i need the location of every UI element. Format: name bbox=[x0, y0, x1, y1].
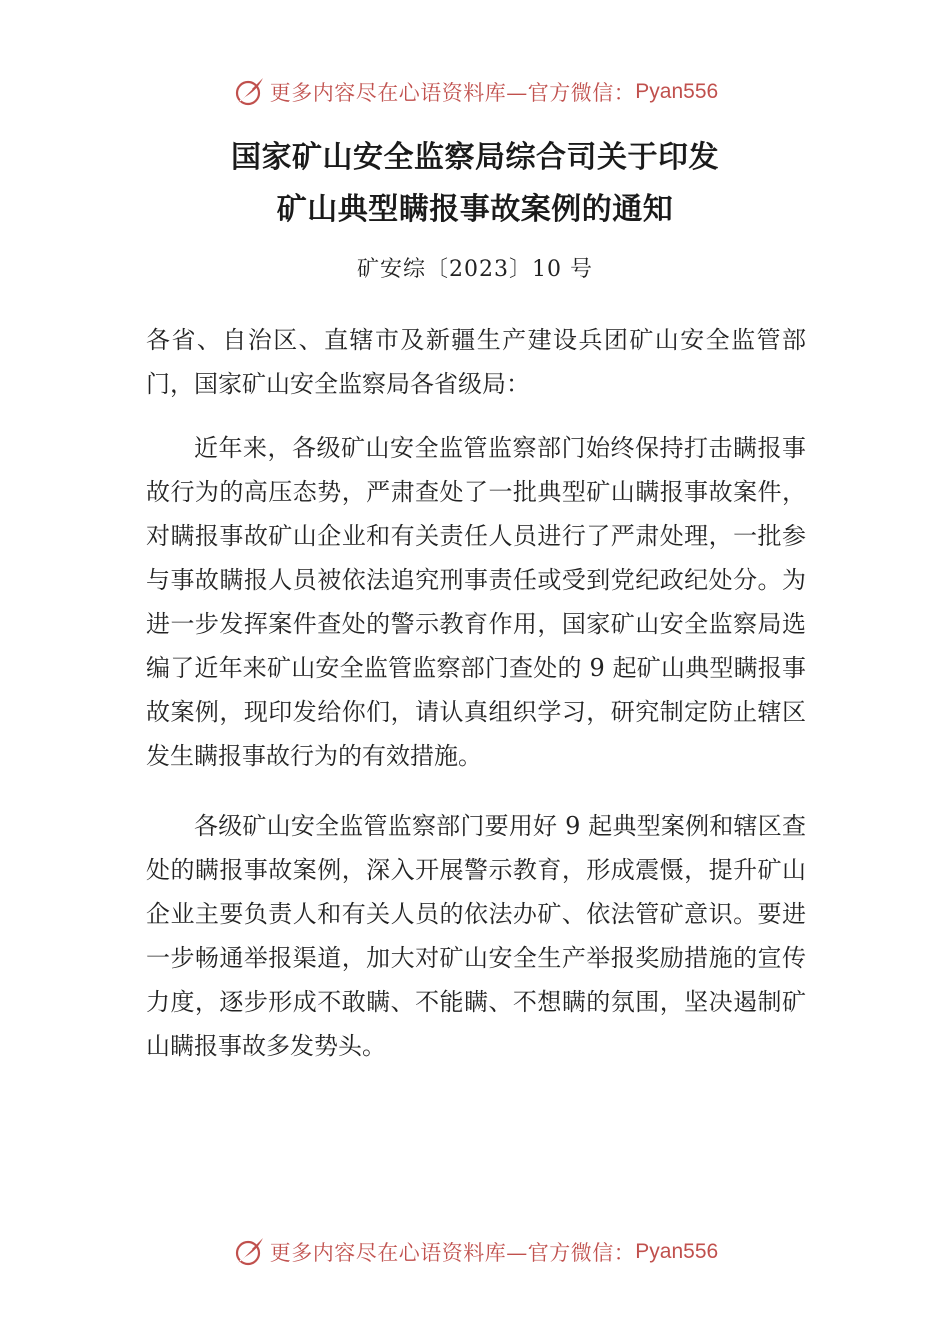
body-paragraph-1: 近年来，各级矿山安全监管监察部门始终保持打击瞒报事故行为的高压态势，严肃查处了一批典型矿山瞒报事故案件，对瞒报事故矿山企业和有关责任人员进行了严肃处理，一批参与事故瞒报人员被依法追究刑事责任或受到党纪政纪处分。为进一步发挥案件查处的警示教育作用，国家矿山安全监察局选编了近年来矿山安全监管监察部门查处的 9 起矿山典型瞒报事故案例，现印发给你们，请认真组织学习，研究制定防止辖区发生瞒报事故行为的有效措施。 bbox=[146, 434, 806, 770]
watermark-text: 更多内容尽在心语资料库—官方微信： bbox=[269, 1241, 636, 1265]
body-paragraph-2: 各级矿山安全监管监察部门要用好 9 起典型案例和辖区查处的瞒报事故案例，深入开展警示教育，形成震慑，提升矿山企业主要负责人和有关人员的依法办矿、依法管矿意识。要进一步畅通举报渠道，加大对矿山安全生产举报奖励措施的宣传力度，逐步形成不敢瞒、不能瞒、不想瞒的氛围，坚决遏制矿山瞒报事故多发势头。 bbox=[146, 812, 806, 1060]
document-number: 矿安综〔2023〕10 号 bbox=[357, 257, 593, 282]
document-title-line-1: 国家矿山安全监察局综合司关于印发 bbox=[231, 140, 719, 175]
feather-quill-icon bbox=[232, 75, 266, 109]
watermark-wechat-id: Pyan556 bbox=[635, 80, 719, 103]
watermark-text: 更多内容尽在心语资料库—官方微信： bbox=[269, 81, 636, 105]
watermark-header bbox=[0, 72, 950, 112]
feather-quill-icon bbox=[232, 1235, 266, 1269]
document-title-line-2: 矿山典型瞒报事故案例的通知 bbox=[276, 192, 674, 227]
salutation: 各省、自治区、直辖市及新疆生产建设兵团矿山安全监管部门，国家矿山安全监察局各省级局： bbox=[146, 326, 806, 398]
watermark-wechat-id: Pyan556 bbox=[635, 1240, 719, 1263]
watermark-footer bbox=[0, 1232, 950, 1272]
